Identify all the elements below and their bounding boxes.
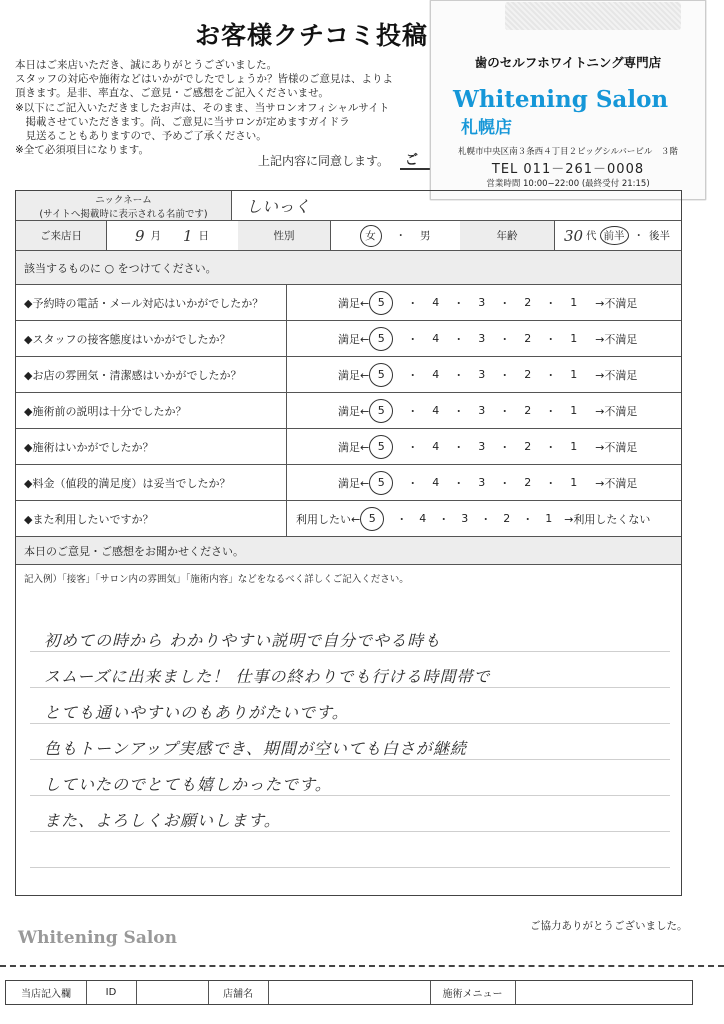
intro-line: 本日はご来店いただき、誠にありがとうございました。 xyxy=(15,59,278,71)
scale-right-label: →利用したくない xyxy=(564,512,651,526)
scale-sep: ・ xyxy=(499,368,511,382)
scale-sep: ・ xyxy=(396,512,408,526)
rating-option[interactable]: 4 xyxy=(432,368,440,381)
nickname-label-sub: (サイトへ掲載時に表示される名前です) xyxy=(39,208,208,220)
rating-selected[interactable]: 5 xyxy=(369,363,393,387)
intro-line: 頂きます。是非、率直な、ご意見・ご感想をご記入くださいませ。 xyxy=(15,87,329,100)
scale-sep: ・ xyxy=(545,368,557,382)
rating-option[interactable]: 2 xyxy=(524,404,532,417)
gender-separator: ・ xyxy=(395,230,406,242)
rating-scale[interactable] xyxy=(296,501,650,536)
scale-sep: ・ xyxy=(499,404,511,418)
scale-sep: ・ xyxy=(480,512,492,526)
scale-right-label: →不満足 xyxy=(595,440,638,454)
scale-sep: ・ xyxy=(522,512,534,526)
rating-selected[interactable]: 5 xyxy=(369,327,393,351)
scale-sep: ・ xyxy=(407,476,419,490)
age-unit: 代 xyxy=(586,230,597,242)
rating-option[interactable]: 1 xyxy=(570,440,578,453)
rating-option[interactable]: 1 xyxy=(570,476,578,489)
example-text: 記入例）「接客」「サロン内の雰囲気」「施術内容」などをなるべく詳しくご記入ください。 xyxy=(24,574,409,585)
scale-sep: ・ xyxy=(453,368,465,382)
scale-right-label: →不満足 xyxy=(595,296,638,310)
day-unit: 日 xyxy=(198,230,210,242)
rating-option[interactable]: 3 xyxy=(478,296,486,309)
age-field[interactable] xyxy=(554,221,680,250)
rating-option[interactable]: 2 xyxy=(524,368,532,381)
age-separator: ・ xyxy=(633,230,645,242)
scale-right-label: →不満足 xyxy=(595,476,638,490)
age-second-half-option[interactable]: 後半 xyxy=(649,230,671,242)
scale-sep: ・ xyxy=(453,476,465,490)
opinion-header: 本日のご意見・ご感想をお聞かせください。 xyxy=(24,544,244,558)
menu-label: 施術メニュー xyxy=(442,989,503,1000)
scale-right-label: →不満足 xyxy=(595,404,638,418)
store-logo xyxy=(453,86,693,138)
intro-line: スタッフの対応や施術などはいかがでしたでしょうか？皆様のご意見は、よりよ xyxy=(15,73,393,86)
scale-right-label: →不満足 xyxy=(595,368,638,382)
rating-option[interactable]: 2 xyxy=(524,476,532,489)
age-first-half-option[interactable]: 前半 xyxy=(600,226,629,245)
scale-sep: ・ xyxy=(407,332,419,346)
divider xyxy=(231,191,232,220)
store-address: 札幌市中央区南３条西４丁目２ビッグシルバービル ３階 xyxy=(458,147,678,157)
scale-sep: ・ xyxy=(407,296,419,310)
instruction-row xyxy=(16,251,681,285)
rating-option[interactable]: 1 xyxy=(570,332,578,345)
visit-day: 1 xyxy=(183,226,193,245)
scale-sep: ・ xyxy=(545,332,557,346)
intro-line: 見送ることもありますので、予めご了承ください。 xyxy=(15,130,267,143)
brand-logo-text: Whitening Salon xyxy=(453,86,669,113)
store-hours: 営業時間 10:00−22:00 (最終受付 21:15) xyxy=(486,179,650,189)
ruled-line xyxy=(30,723,670,724)
question-text: ◆施術はいかがでしたか？ xyxy=(24,440,154,454)
gender-female-option[interactable]: 女 xyxy=(360,225,382,247)
ruled-line xyxy=(30,651,670,652)
divider xyxy=(286,465,287,500)
scale-sep: ・ xyxy=(453,440,465,454)
rating-scale[interactable] xyxy=(338,465,637,500)
nickname-row xyxy=(16,191,681,221)
divider xyxy=(286,357,287,392)
scale-sep: ・ xyxy=(453,296,465,310)
age-label: 年齢 xyxy=(460,221,554,250)
scale-sep: ・ xyxy=(499,332,511,346)
ruled-line xyxy=(30,831,670,832)
comment-line: また、よろしくお願いします。 xyxy=(44,811,281,830)
divider xyxy=(286,393,287,428)
rating-option[interactable]: 2 xyxy=(524,296,532,309)
scale-sep: ・ xyxy=(407,368,419,382)
question-row xyxy=(16,393,681,429)
visit-month: 9 xyxy=(134,226,145,245)
store-tel: TEL 011－261－0008 xyxy=(491,162,645,177)
nickname-label xyxy=(16,191,231,220)
scale-left-label: 満足← xyxy=(338,296,370,310)
month-unit: 月 xyxy=(150,230,161,242)
tape-strip xyxy=(505,2,681,30)
question-text: ◆また利用したいですか？ xyxy=(24,512,154,526)
nickname-label-main: ニックネーム xyxy=(95,194,152,206)
scale-sep: ・ xyxy=(545,440,557,454)
divider xyxy=(268,981,269,1004)
question-row xyxy=(16,285,681,321)
rating-option[interactable]: 2 xyxy=(503,512,511,525)
scale-sep: ・ xyxy=(453,404,465,418)
rating-option[interactable]: 1 xyxy=(570,404,578,417)
divider xyxy=(286,501,287,536)
scale-right-label: →不満足 xyxy=(595,332,638,346)
rating-scale[interactable] xyxy=(338,429,637,464)
rating-scale[interactable] xyxy=(338,393,637,428)
instruction-text: 該当するものに ○ をつけてください。 xyxy=(24,261,217,275)
scale-sep: ・ xyxy=(499,440,511,454)
scale-sep: ・ xyxy=(545,296,557,310)
comment-line: 色もトーンアップ実感でき、期間が空いても白さが継続 xyxy=(44,739,467,758)
scale-sep: ・ xyxy=(438,512,450,526)
store-tagline: 歯のセルフホワイトニング専門店 xyxy=(474,55,662,70)
rating-option[interactable]: 4 xyxy=(432,296,440,309)
question-row xyxy=(16,429,681,465)
question-row xyxy=(16,501,681,537)
divider xyxy=(136,981,137,1004)
agree-label: 上記内容に同意します。 xyxy=(258,154,390,168)
rating-option[interactable]: 4 xyxy=(419,512,427,525)
opinion-header-row xyxy=(16,537,681,565)
rating-option[interactable]: 2 xyxy=(524,332,532,345)
rating-option[interactable]: 4 xyxy=(432,476,440,489)
ruled-line xyxy=(30,759,670,760)
rating-scale[interactable] xyxy=(338,285,637,320)
footer-logo: Whitening Salon xyxy=(18,928,178,948)
rating-option[interactable]: 3 xyxy=(478,404,486,417)
store-name-label: 店舗名 xyxy=(223,989,253,1000)
rating-option[interactable]: 3 xyxy=(478,368,486,381)
divider xyxy=(515,981,516,1004)
question-text: ◆施術前の説明は十分でしたか？ xyxy=(24,404,187,418)
staff-label: 当店記入欄 xyxy=(21,989,71,1000)
rating-selected[interactable]: 5 xyxy=(369,399,393,423)
divider xyxy=(286,429,287,464)
intro-line: ※以下にご記入いただきましたお声は、そのまま、当サロンオフィシャルサイト xyxy=(15,101,390,114)
profile-row xyxy=(16,221,681,251)
rating-option[interactable]: 1 xyxy=(570,296,578,309)
question-row xyxy=(16,321,681,357)
rating-option[interactable]: 3 xyxy=(478,476,486,489)
scale-left-label: 満足← xyxy=(338,332,370,346)
scale-left-label: 満足← xyxy=(338,476,370,490)
nickname-value[interactable]: しいっく xyxy=(246,197,311,216)
scale-sep: ・ xyxy=(545,476,557,490)
question-text: ◆お店の雰囲気・清潔感はいかがでしたか？ xyxy=(24,368,242,382)
rating-option[interactable]: 3 xyxy=(461,512,469,525)
intro-text xyxy=(15,58,435,157)
ruled-line xyxy=(30,687,670,688)
scale-left-label: 利用したい← xyxy=(296,512,361,526)
scale-sep: ・ xyxy=(499,296,511,310)
comment-line: とても通いやすいのもありがたいです。 xyxy=(44,703,349,722)
comment-line: スムーズに出来ました！ 仕事の終わりでも行ける時間帯で xyxy=(44,667,491,686)
rating-scale[interactable] xyxy=(338,321,637,356)
comment-line: 初めての時から わかりやすい説明で自分でやる時も xyxy=(44,631,442,650)
thanks-text: ご協力ありがとうございました。 xyxy=(530,920,688,932)
rating-option[interactable]: 3 xyxy=(478,440,486,453)
scale-left-label: 満足← xyxy=(338,404,370,418)
rating-option[interactable]: 4 xyxy=(432,404,440,417)
rating-selected[interactable]: 5 xyxy=(369,291,393,315)
divider xyxy=(286,321,287,356)
rating-option[interactable]: 1 xyxy=(570,368,578,381)
rating-option[interactable]: 4 xyxy=(432,440,440,453)
visit-date-label: ご来店日 xyxy=(16,221,106,250)
question-text: ◆予約時の電話・メール対応はいかがでしたか？ xyxy=(24,296,264,310)
rating-option[interactable]: 4 xyxy=(432,332,440,345)
question-text: ◆料金（値段的満足度）は妥当でしたか？ xyxy=(24,476,231,490)
rating-option[interactable]: 3 xyxy=(478,332,486,345)
ruled-line xyxy=(30,795,670,796)
scale-sep: ・ xyxy=(453,332,465,346)
age-value: 30 xyxy=(563,226,584,245)
comment-line: していたのでとても嬉しかったです。 xyxy=(44,775,332,794)
survey-form xyxy=(15,190,682,896)
scale-sep: ・ xyxy=(407,440,419,454)
gender-field[interactable] xyxy=(330,221,460,250)
rating-selected[interactable]: 5 xyxy=(369,471,393,495)
scale-sep: ・ xyxy=(407,404,419,418)
question-row xyxy=(16,357,681,393)
rating-selected[interactable]: 5 xyxy=(369,435,393,459)
page-title: お客様クチコミ投稿 xyxy=(195,21,429,50)
question-row xyxy=(16,465,681,501)
store-card xyxy=(430,0,706,200)
staff-section xyxy=(5,980,693,1005)
agree-checkbox[interactable]: ご xyxy=(405,153,419,168)
id-label: ID xyxy=(105,987,117,998)
ruled-line xyxy=(30,867,670,868)
rating-option[interactable]: 1 xyxy=(545,512,553,525)
scale-left-label: 満足← xyxy=(338,440,370,454)
cut-line xyxy=(0,965,724,967)
intro-line: 掲載させていただきます。尚、ご意見に当サロンが定めますガイドラ xyxy=(15,115,350,128)
gender-label: 性別 xyxy=(238,221,330,250)
scale-sep: ・ xyxy=(545,404,557,418)
rating-scale[interactable] xyxy=(338,357,637,392)
divider xyxy=(286,285,287,320)
visit-date-field[interactable] xyxy=(106,221,238,250)
rating-selected[interactable]: 5 xyxy=(360,507,384,531)
question-text: ◆スタッフの接客態度はいかがでしたか？ xyxy=(24,332,231,346)
scale-sep: ・ xyxy=(499,476,511,490)
store-city: 札幌店 xyxy=(461,118,512,138)
intro-line: ※全て必須項目になります。 xyxy=(15,144,149,157)
gender-male-option[interactable]: 男 xyxy=(420,230,431,242)
scale-left-label: 満足← xyxy=(338,368,370,382)
rating-option[interactable]: 2 xyxy=(524,440,532,453)
